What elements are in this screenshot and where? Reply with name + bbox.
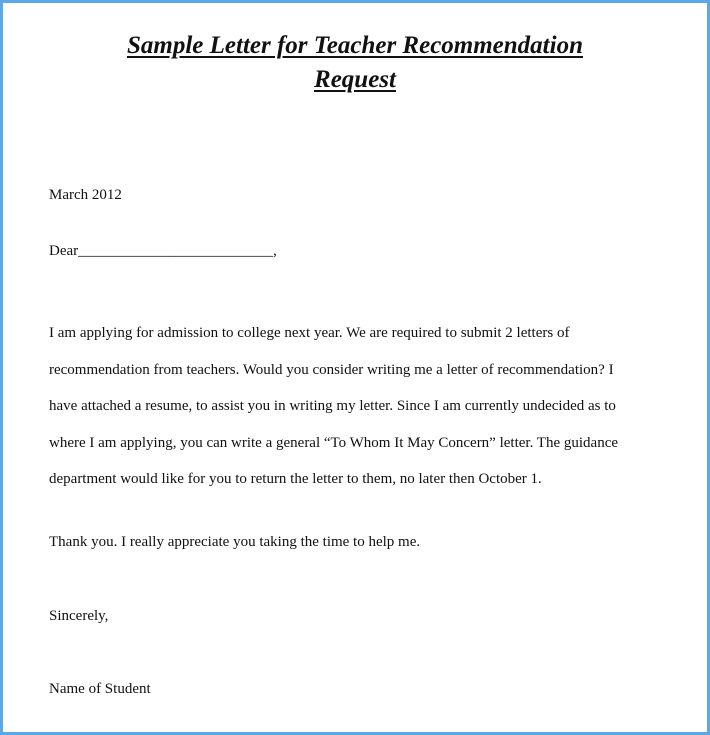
title-line-1: Sample Letter for Teacher Recommendation — [127, 32, 583, 59]
letter-thanks: Thank you. I really appreciate you taking the time to help me. — [49, 534, 421, 550]
title-line-2: Request — [314, 66, 396, 93]
letter-title — [3, 29, 707, 97]
letter-closing: Sincerely, — [49, 608, 109, 624]
body-line: I am applying for admission to college next year. We are required to submit 2 letters of — [49, 325, 570, 341]
body-line: where I am applying, you can write a general “To Whom It May Concern” letter. The guidance — [49, 434, 619, 451]
letter-date: March 2012 — [49, 187, 122, 203]
letter-salutation: Dear__________________________, — [49, 243, 277, 259]
letter-signature: Name of Student — [49, 681, 151, 697]
body-line: recommendation from teachers. Would you consider writing me a letter of recommendation? I — [49, 361, 614, 378]
body-line: have attached a resume, to assist you in writing my letter. Since I am currently undecided as to — [49, 398, 616, 414]
letter-body — [49, 315, 618, 498]
body-line: department would like for you to return the letter to them, no later then October 1. — [49, 471, 542, 487]
